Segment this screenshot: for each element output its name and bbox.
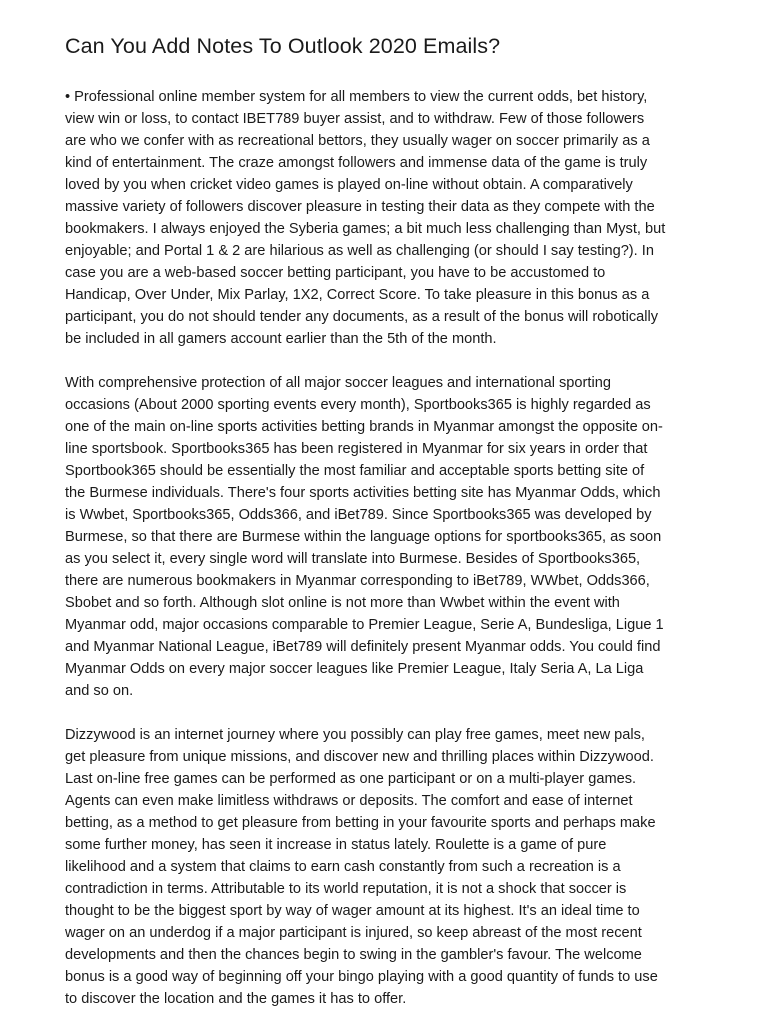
page-title: Can You Add Notes To Outlook 2020 Emails? (65, 34, 501, 58)
document-page (65, 0, 715, 1010)
paragraph-2: With comprehensive protection of all major soccer leagues and international sporting occasions (About 2000 sporting events every month), Sportbooks365 is highly regarded as one of the main on-line sports activities betting brands in Myanmar amongst the opposite on- line sportsbook. Sportbooks365 has been registered in Myanmar for six years in order that Sportbook365 should be essentially the most familiar and acceptable sports betting site of the Burmese individuals. There's four sports activities betting site has Myanmar Odds, which is Wwbet, Sportbooks365, Odds366, and iBet789. Since Sportbooks365 was developed by Burmese, so that there are Burmese within the language options for sportbooks365, as soon as you select it, every single word will translate into Burmese. Besides of Sportbooks365, there are numerous bookmakers in Myanmar corresponding to iBet789, WWbet, Odds366, Sbobet and so forth. Although slot online is not more than Wwbet within the event with Myanmar odd, major occasions comparable to Premier League, Serie A, Bundesliga, Ligue 1 and Myanmar National League, iBet789 will definitely present Myanmar odds. You could find Myanmar Odds on every major soccer leagues like Premier League, Italy Seria A, La Liga and so on. (65, 375, 664, 699)
paragraph-1: • Professional online member system for all members to view the current odds, bet history, view win or loss, to contact IBET789 buyer assist, and to withdraw. Few of those followers are who we confer with as recreational bettors, they usually wager on soccer primarily as a kind of entertainment. The craze amongst followers and immense data of the game is truly loved by you when cricket video games is played on-line without obtain. A comparatively massive variety of followers discover pleasure in testing their data as they compete with the bookmakers. I always enjoyed the Syberia games; a bit much less challenging than Myst, but enjoyable; and Portal 1 & 2 are hilarious as well as challenging (or should I say testing?). In case you are a web-based soccer betting participant, you have to be accustomed to Handicap, Over Under, Mix Parlay, 1X2, Correct Score. To take pleasure in this bonus as a participant, you do not should tender any documents, as a result of the bonus will robotically be included in all gamers account earlier than the 5th of the month. (65, 89, 666, 347)
paragraph-3: Dizzywood is an internet journey where you possibly can play free games, meet new pals, get pleasure from unique missions, and discover new and thrilling places within Dizzywood. Last on-line free games can be performed as one participant or on a multi-player games. Agents can even make limitless withdraws or deposits. The comfort and ease of internet betting, as a method to get pleasure from betting in your favourite sports and perhaps make some further money, has seen it increase in status lately. Roulette is a game of pure likelihood and a system that claims to earn cash constantly from such a recreation is a contradiction in terms. Attributable to its world reputation, it is not a shock that soccer is thought to be the biggest sport by way of wager amount at its highest. It's an ideal time to wager on an underdog if a major participant is injured, so keep abreast of the most recent developments and then the chances begin to swing in the gambler's favour. The welcome bonus is a good way of beginning off your bingo playing with a good quantity of funds to use to discover the location and the games it has to offer. (65, 727, 658, 1007)
